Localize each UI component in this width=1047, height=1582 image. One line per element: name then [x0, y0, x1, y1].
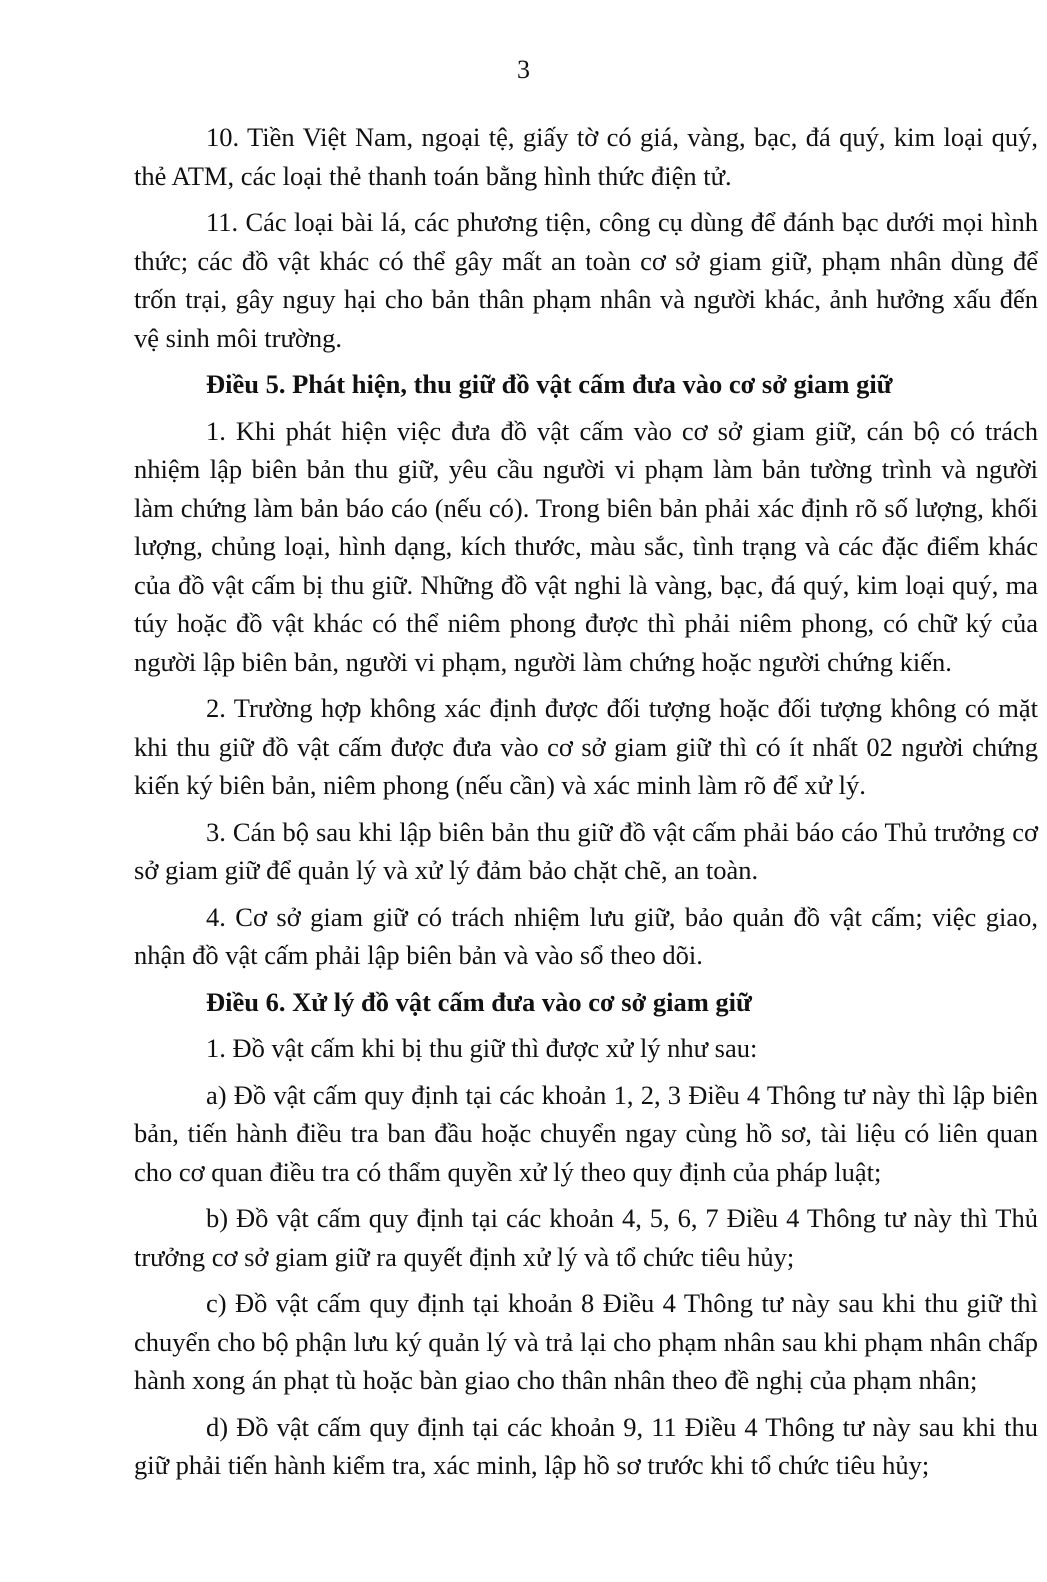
page-number: 3 [517, 55, 530, 84]
paragraph: 3. Cán bộ sau khi lập biên bản thu giữ đồ vật cấm phải báo cáo Thủ trưởng cơ sở giam giữ để quản lý và xử lý đảm bảo chặt chẽ, an toàn. [134, 816, 1038, 885]
paragraph: 11. Các loại bài lá, các phương tiện, công cụ dùng để đánh bạc dưới mọi hình thức; các đồ vật khác có thể gây mất an toàn cơ sở giam giữ, phạm nhân dùng để trốn trại, gây nguy hại cho bản thân phạm nhân và người khác, ảnh hưởng xấu đến vệ sinh môi trường. [134, 207, 1038, 353]
article-heading: Điều 6. Xử lý đồ vật cấm đưa vào cơ sở giam giữ [206, 986, 752, 1017]
paragraph: 1. Khi phát hiện việc đưa đồ vật cấm vào cơ sở giam giữ, cán bộ có trách nhiệm lập biên bản thu giữ, yêu cầu người vi phạm làm bản tường trình và người làm chứng làm bản báo cáo (nếu có). Trong biên bản phải xác định rõ số lượng, khối lượng, chủng loại, hình dạng, kích thước, màu sắc, tình trạng và các đặc điểm khác của đồ vật cấm bị thu giữ. Những đồ vật nghi là vàng, bạc, đá quý, kim loại quý, ma túy hoặc đồ vật khác có thể niêm phong được thì phải niêm phong, có chữ ký của người lập biên bản, người vi phạm, người làm chứng hoặc người chứng kiến. [134, 415, 1038, 677]
paragraph: b) Đồ vật cấm quy định tại các khoản 4, 5, 6, 7 Điều 4 Thông tư này thì Thủ trưởng cơ sở giam giữ ra quyết định xử lý và tổ chức tiêu hủy; [134, 1203, 1038, 1272]
article-heading: Điều 5. Phát hiện, thu giữ đồ vật cấm đưa vào cơ sở giam giữ [206, 369, 893, 399]
paragraph: 2. Trường hợp không xác định được đối tượng hoặc đối tượng không có mặt khi thu giữ đồ vật cấm được đưa vào cơ sở giam giữ thì có ít nhất 02 người chứng kiến ký biên bản, niêm phong (nếu cần) và xác minh làm rõ để xử lý. [134, 693, 1038, 800]
paragraph: c) Đồ vật cấm quy định tại khoản 8 Điều 4 Thông tư này sau khi thu giữ thì chuyển cho bộ phận lưu ký quản lý và trả lại cho phạm nhân sau khi phạm nhân chấp hành xong án phạt tù hoặc bàn giao cho thân nhân theo đề nghị của phạm nhân; [134, 1288, 1038, 1395]
paragraph: 4. Cơ sở giam giữ có trách nhiệm lưu giữ, bảo quản đồ vật cấm; việc giao, nhận đồ vật cấm phải lập biên bản và vào sổ theo dõi. [134, 901, 1038, 970]
paragraph: d) Đồ vật cấm quy định tại các khoản 9, 11 Điều 4 Thông tư này sau khi thu giữ phải tiến hành kiểm tra, xác minh, lập hồ sơ trước khi tổ chức tiêu hủy; [134, 1411, 1038, 1480]
paragraph: 10. Tiền Việt Nam, ngoại tệ, giấy tờ có giá, vàng, bạc, đá quý, kim loại quý, thẻ ATM, các loại thẻ thanh toán bằng hình thức điện tử. [134, 122, 1038, 191]
document-body [134, 118, 1038, 1493]
paragraph: 1. Đồ vật cấm khi bị thu giữ thì được xử lý như sau: [206, 1033, 758, 1063]
paragraph: a) Đồ vật cấm quy định tại các khoản 1, 2, 3 Điều 4 Thông tư này thì lập biên bản, tiến hành điều tra ban đầu hoặc chuyển ngay cùng hồ sơ, tài liệu có liên quan cho cơ quan điều tra có thẩm quyền xử lý theo quy định của pháp luật; [134, 1079, 1038, 1187]
